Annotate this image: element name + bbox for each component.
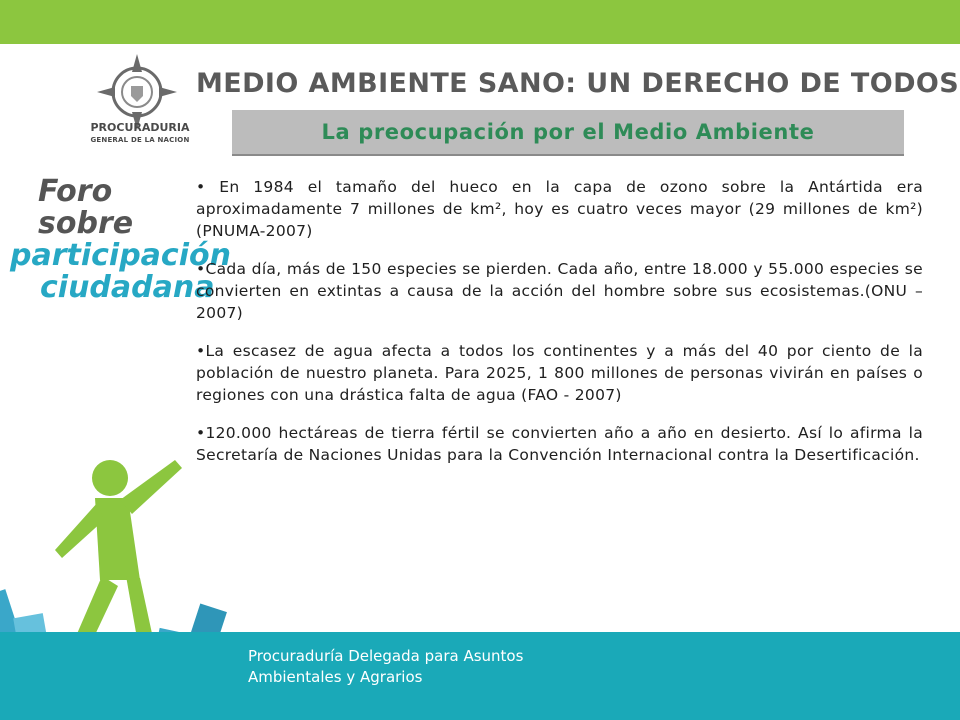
forum-label: [10, 174, 231, 305]
paragraph-desertification: •120.000 hectáreas de tierra fértil se convierten año a año en desierto. Así lo afirma la Secretaría de Naciones Unidas para la Convención Internacional contra la Desertificación.: [196, 424, 923, 464]
page-title: MEDIO AMBIENTE SANO: UN DERECHO DE TODOS: [196, 68, 960, 99]
subtitle-band: [232, 110, 904, 156]
paragraph-water: •La escasez de agua afecta a todos los continentes y a más del 40 por ciento de la población de nuestro planeta. Para 2025, 1 800 millones de personas vivirán en países o regiones con una drástica falta de agua (FAO - 2007): [196, 342, 923, 404]
forum-line-2: participación: [10, 238, 231, 273]
paragraph-ozone: • En 1984 el tamaño del hueco en la capa de ozono sobre la Antártida era aproximadamente 7 millones de km², hoy es cuatro veces mayor (29 millones de km²)(PNUMA-2007): [196, 178, 923, 240]
content-body: [196, 176, 923, 482]
forum-line-1: Foro sobre: [38, 174, 134, 241]
subtitle-text: La preocupación por el Medio Ambiente: [321, 120, 815, 144]
top-accent-bar: [0, 0, 960, 44]
paragraph-species: •Cada día, más de 150 especies se pierden. Cada año, entre 18.000 y 55.000 especies se convierten en extintas a causa de la acción del hombre sobre sus ecosistemas.(ONU – 2007): [196, 260, 923, 322]
logo-wordmark: [88, 122, 192, 146]
procuraduria-logo: [92, 50, 182, 170]
footer-line-2: Ambientales y Agrarios: [248, 668, 423, 686]
logo-line-2: GENERAL DE LA NACION: [90, 136, 190, 144]
emblem-icon: [92, 50, 182, 130]
forum-line-3: ciudadana: [40, 270, 215, 305]
footer-text: [248, 646, 648, 688]
logo-line-1: PROCURADURIA: [90, 121, 190, 134]
footer-line-1: Procuraduría Delegada para Asuntos: [248, 647, 524, 665]
